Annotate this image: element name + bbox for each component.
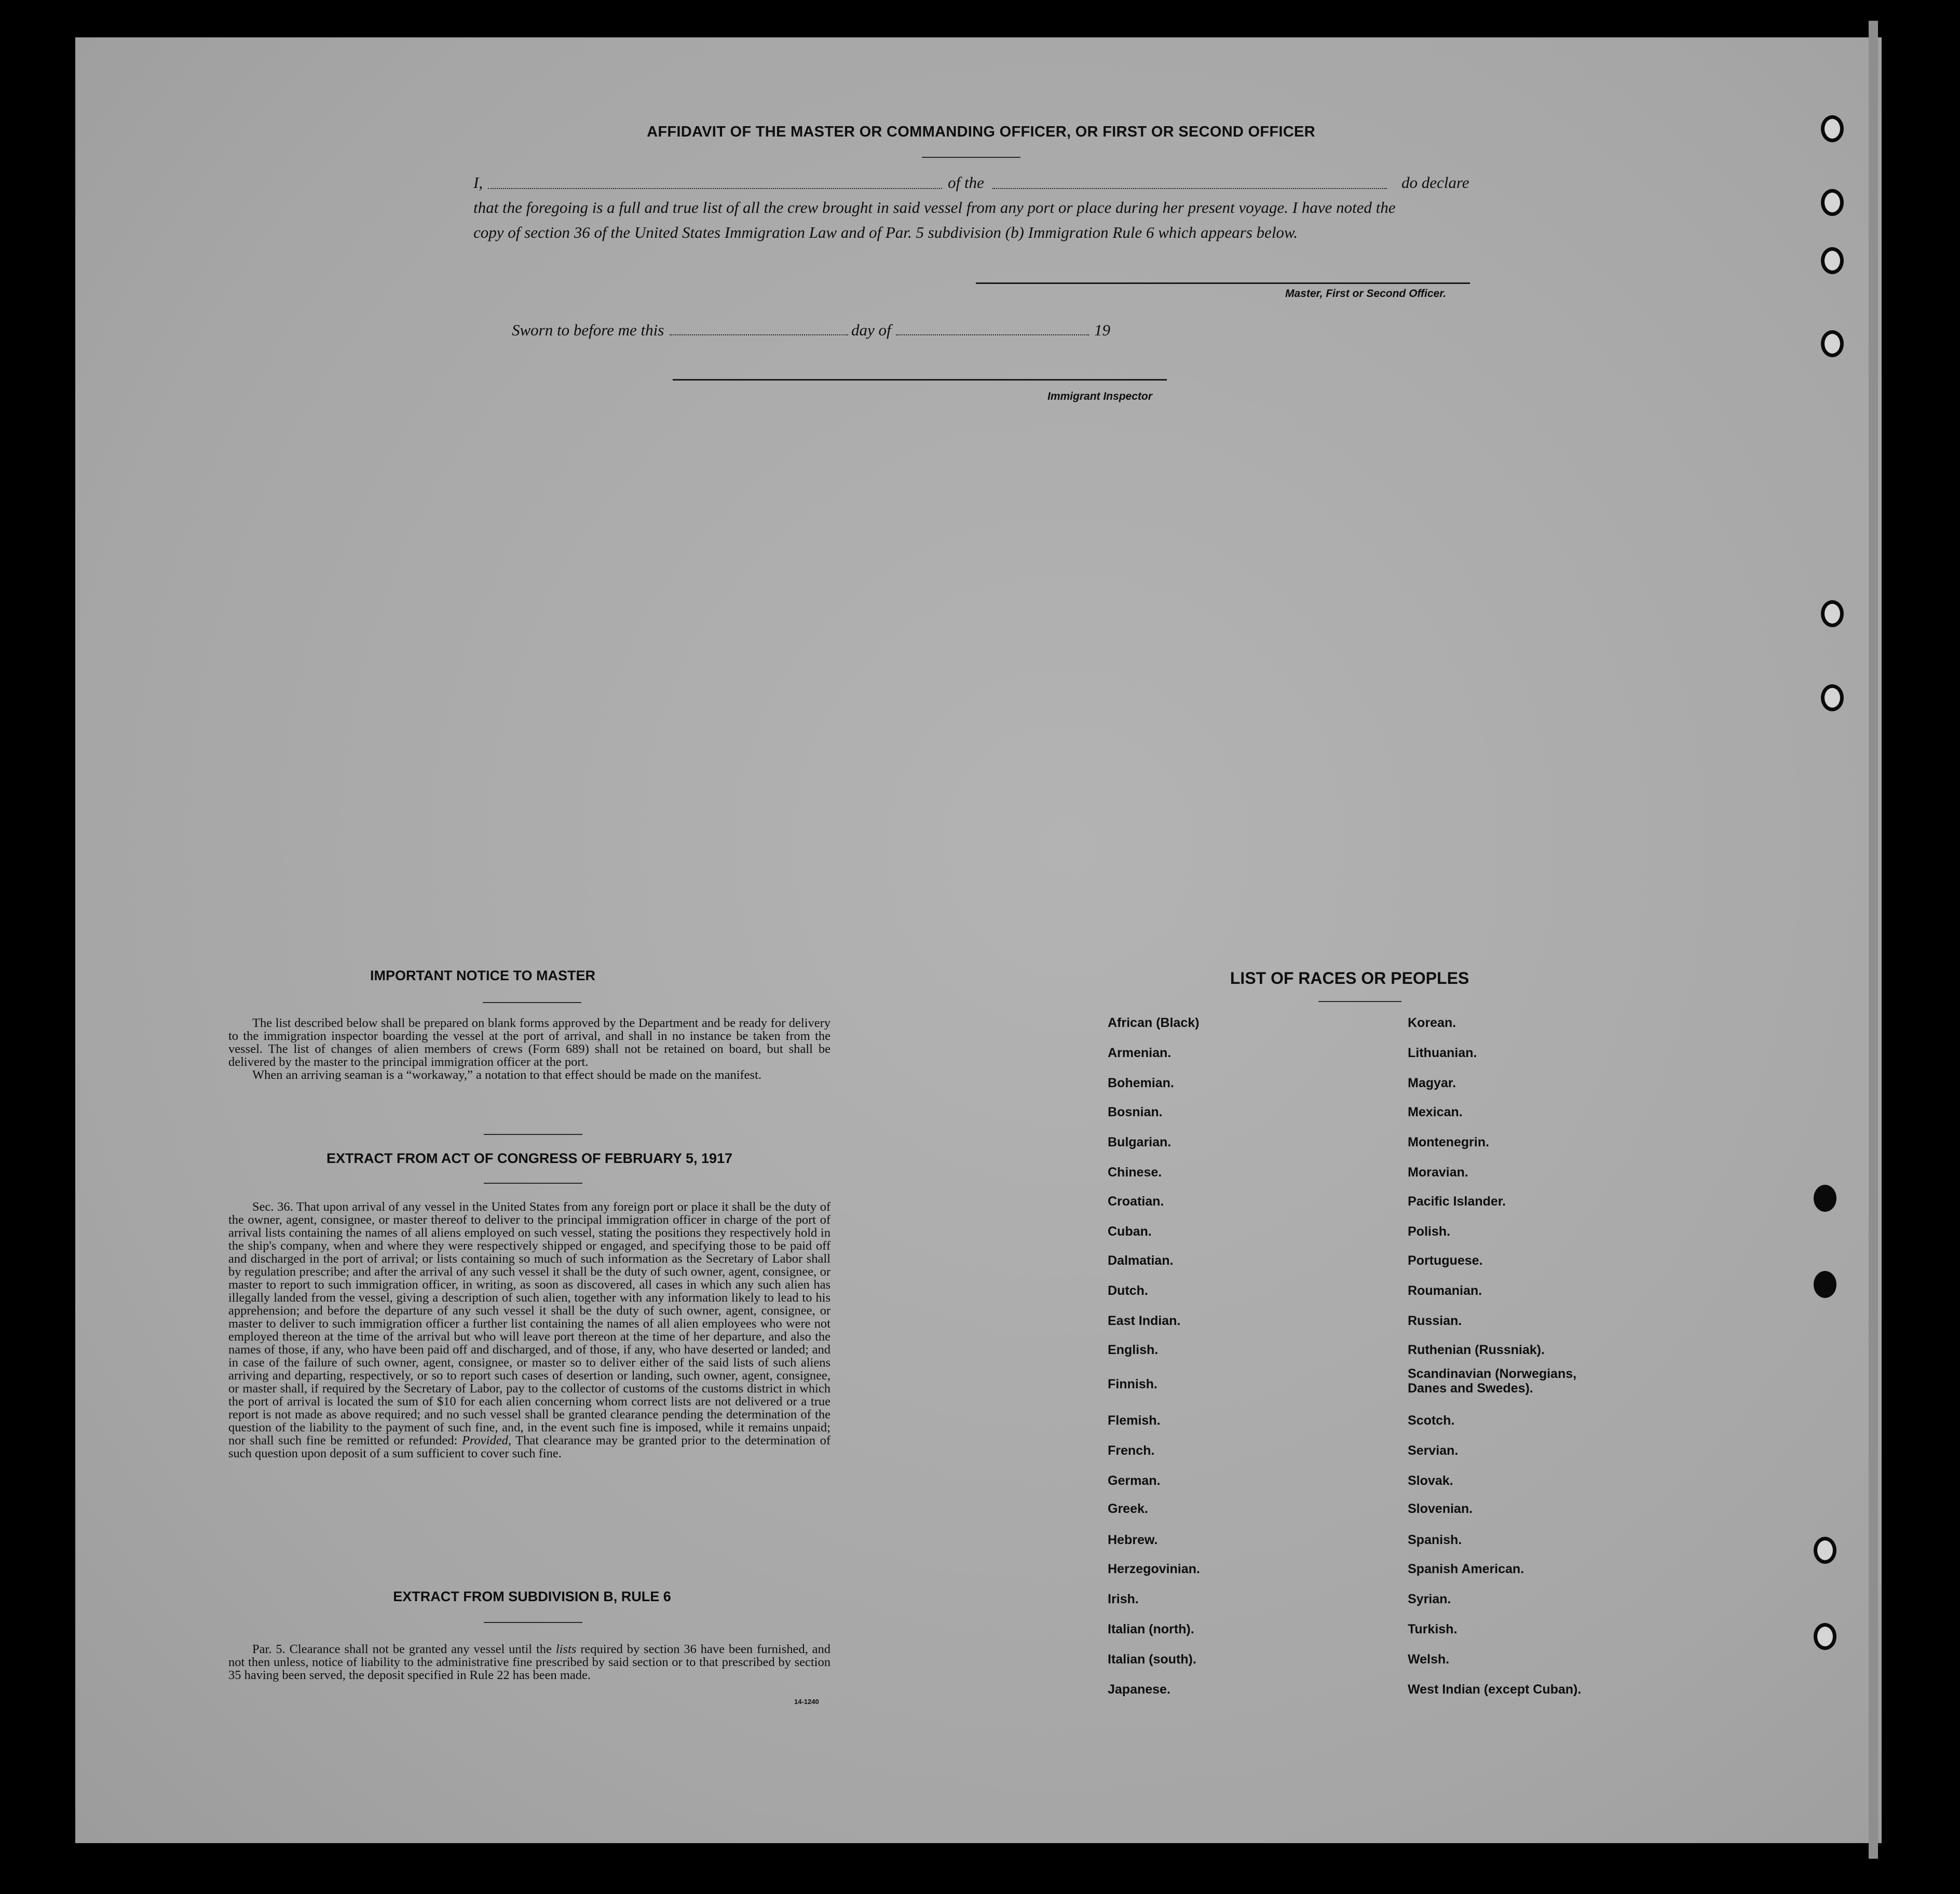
race-item: Bohemian. bbox=[1108, 1076, 1174, 1090]
binder-hole bbox=[1821, 600, 1844, 627]
race-item: Scandinavian (Norwegians, Danes and Swedes). bbox=[1408, 1367, 1577, 1396]
binder-hole bbox=[1814, 1271, 1836, 1298]
race-item: Armenian. bbox=[1108, 1046, 1172, 1060]
rule-6-text bbox=[228, 1643, 831, 1682]
race-item: Turkish. bbox=[1408, 1622, 1458, 1636]
race-item: Moravian. bbox=[1408, 1165, 1468, 1180]
race-item: Italian (north). bbox=[1108, 1622, 1194, 1636]
race-item: Spanish American. bbox=[1408, 1562, 1525, 1576]
race-item: Italian (south). bbox=[1108, 1652, 1196, 1667]
binder-hole bbox=[1814, 1537, 1836, 1564]
race-item: Japanese. bbox=[1108, 1682, 1170, 1697]
inspector-signature-line bbox=[673, 379, 1167, 381]
lists-word: lists bbox=[555, 1642, 577, 1656]
divider bbox=[484, 1622, 582, 1623]
race-item: West Indian (except Cuban). bbox=[1408, 1682, 1582, 1697]
race-item: French. bbox=[1108, 1443, 1155, 1458]
affidavit-line-3: copy of section 36 of the United States Immigration Law and of Par. 5 subdivision (b) Immigration Rule 6 which appears below. bbox=[473, 223, 1298, 241]
vessel-name-blank bbox=[992, 188, 1387, 189]
race-item: German. bbox=[1108, 1473, 1161, 1488]
race-item: Greek. bbox=[1108, 1501, 1148, 1516]
section-36-text bbox=[228, 1200, 831, 1460]
race-item: Scotch. bbox=[1408, 1413, 1455, 1428]
notice-title: IMPORTANT NOTICE TO MASTER bbox=[370, 968, 595, 983]
affidavit-i-label: I, bbox=[473, 173, 483, 192]
affidavit-line-2: that the foregoing is a full and true list of all the crew brought in said vessel from any port or place during her present voyage. I have noted the bbox=[473, 198, 1396, 217]
race-item: Croatian. bbox=[1108, 1194, 1164, 1209]
race-item: Spanish. bbox=[1408, 1533, 1462, 1547]
form-number: 14-1240 bbox=[794, 1698, 819, 1706]
master-name-blank bbox=[488, 188, 942, 189]
race-item: African (Black) bbox=[1108, 1016, 1200, 1030]
race-item: Roumanian. bbox=[1408, 1283, 1482, 1298]
divider bbox=[1318, 1001, 1401, 1002]
race-item: Welsh. bbox=[1408, 1652, 1450, 1667]
race-item: Polish. bbox=[1408, 1224, 1450, 1239]
race-item: English. bbox=[1108, 1343, 1159, 1357]
race-item: Lithuanian. bbox=[1408, 1046, 1477, 1060]
race-item: Bulgarian. bbox=[1108, 1135, 1172, 1149]
sworn-label: Sworn to before me this bbox=[512, 321, 664, 339]
race-item: Dutch. bbox=[1108, 1283, 1148, 1298]
section-label: Sec. 36. bbox=[252, 1200, 293, 1214]
binder-hole bbox=[1821, 330, 1844, 357]
master-signature-line bbox=[976, 282, 1470, 284]
page-edge bbox=[1869, 21, 1878, 1859]
affidavit-of-the-label: of the bbox=[948, 173, 984, 192]
race-item: Montenegrin. bbox=[1408, 1135, 1489, 1149]
year-label: 19 bbox=[1094, 321, 1110, 339]
divider bbox=[484, 1134, 582, 1135]
master-signature-caption: Master, First or Second Officer. bbox=[1285, 288, 1447, 300]
document-page bbox=[75, 37, 1882, 1843]
inspector-caption: Immigrant Inspector bbox=[1047, 390, 1152, 402]
race-item: Herzegovinian. bbox=[1108, 1562, 1200, 1576]
extract-act-title: EXTRACT FROM ACT OF CONGRESS OF FEBRUARY 5, 1917 bbox=[326, 1151, 733, 1166]
race-item: Bosnian. bbox=[1108, 1105, 1163, 1119]
rule-6-text-b: required by section 36 have been furnished, and not then unless, notice of liability to the administrative fine prescribed by said section or to that prescribed by section 35 having been served, the deposit specified in Rule 22 has been made. bbox=[228, 1642, 831, 1682]
sworn-day-blank bbox=[670, 334, 848, 335]
affidavit-title: AFFIDAVIT OF THE MASTER OR COMMANDING OFFICER, OR FIRST OR SECOND OFFICER bbox=[647, 124, 1315, 140]
notice-paragraph-2: When an arriving seaman is a “workaway,” a notation to that effect should be made on the manifest. bbox=[252, 1068, 762, 1082]
binder-hole bbox=[1814, 1623, 1836, 1650]
race-item: Irish. bbox=[1108, 1592, 1139, 1606]
notice-body bbox=[228, 1017, 831, 1081]
binder-hole bbox=[1821, 684, 1844, 711]
binder-hole bbox=[1814, 1185, 1836, 1212]
race-item: Mexican. bbox=[1408, 1105, 1463, 1119]
race-item: Slovak. bbox=[1408, 1473, 1453, 1488]
race-item: Syrian. bbox=[1408, 1592, 1451, 1606]
race-item: Magyar. bbox=[1408, 1076, 1457, 1090]
divider bbox=[483, 1002, 581, 1003]
race-item: Portuguese. bbox=[1408, 1253, 1483, 1268]
race-item: Slovenian. bbox=[1408, 1501, 1473, 1516]
notice-paragraph-1: The list described below shall be prepared on blank forms approved by the Department and be ready for delivery to the immigration inspector boarding the vessel at the port of arrival, and shall in no instance be taken from the vessel. The list of changes of alien members of crews (Form 689) shall not be retained on board, but shall be delivered by the master to the principal immigration officer at the port. bbox=[228, 1016, 831, 1069]
race-item: Ruthenian (Russniak). bbox=[1408, 1343, 1545, 1357]
race-item: Dalmatian. bbox=[1108, 1253, 1174, 1268]
binder-hole bbox=[1821, 247, 1844, 274]
divider bbox=[922, 157, 1020, 158]
sworn-month-blank bbox=[896, 334, 1089, 335]
section-36-tail: That clearance may be granted prior to the determination of such question upon deposit of a sum sufficient to cover such fine. bbox=[228, 1433, 831, 1460]
race-item: Russian. bbox=[1408, 1314, 1462, 1328]
race-item: Chinese. bbox=[1108, 1165, 1162, 1180]
section-36-body: That upon arrival of any vessel in the United States from any foreign port or place it shall be the duty of the owner, agent, consignee, or master thereof to deliver to the principal immigration officer in charge of the port of arrival lists containing the names of all aliens employed on such vessel, stating the positions they respectively hold in the ship's company, when and where they were respectively shipped or engaged, and specifying those to be paid off and discharged in the port of arrival; or lists containing so much of such information as the Secretary of Labor shall by regulation prescribe; and after the arrival of any such vessel it shall be the duty of such owner, agent, consignee, or master to report to such immigration officer, in writing, as soon as discovered, all cases in which any such alien has illegally landed from the vessel, giving a description of such alien, together with any information likely to lead to his apprehension; and before the departure of any such vessel it shall be the duty of such owner, agent, consignee, or master to deliver to such immigration officer a further list containing the names of all alien employees who were not employed thereon at the time of the arrival but who will leave port thereon at the time of her departure, and also the names of those, if any, who have been paid off and discharged, and of those, if any, who have deserted or landed; and in case of the failure of such owner, agent, consignee, or master so to deliver either of the said lists of such aliens arriving and departing, respectively, or so to report such cases of desertion or landing, such owner, agent, consignee, or master shall, if required by the Secretary of Labor, pay to the collector of customs of the customs district in which the port of arrival is located the sum of $10 for each alien concerning whom correct lists are not delivered or a true report is not made as above required; and no such vessel shall be granted clearance pending the determination of the question of the liability to the payment of such fine, and, in the event such fine is imposed, while it remains unpaid; nor shall such fine be remitted or refunded: bbox=[228, 1200, 831, 1447]
race-item: East Indian. bbox=[1108, 1314, 1181, 1328]
races-title: LIST OF RACES OR PEOPLES bbox=[1230, 969, 1469, 987]
provided-word: Provided, bbox=[461, 1433, 511, 1447]
race-item: Pacific Islander. bbox=[1408, 1194, 1506, 1209]
divider bbox=[484, 1183, 582, 1184]
binder-hole bbox=[1821, 115, 1844, 142]
day-of-label: day of bbox=[851, 321, 891, 339]
race-item: Servian. bbox=[1408, 1443, 1459, 1458]
binder-hole bbox=[1821, 189, 1844, 216]
race-item: Korean. bbox=[1408, 1016, 1457, 1030]
extract-rule-title: EXTRACT FROM SUBDIVISION B, RULE 6 bbox=[393, 1589, 671, 1604]
rule-6-text-a: Par. 5. Clearance shall not be granted any vessel until the bbox=[252, 1642, 552, 1656]
race-item: Cuban. bbox=[1108, 1224, 1152, 1239]
race-item: Flemish. bbox=[1108, 1413, 1161, 1428]
race-item: Hebrew. bbox=[1108, 1533, 1158, 1547]
race-item: Finnish. bbox=[1108, 1377, 1158, 1391]
affidavit-declare-label: do declare bbox=[1401, 173, 1469, 192]
